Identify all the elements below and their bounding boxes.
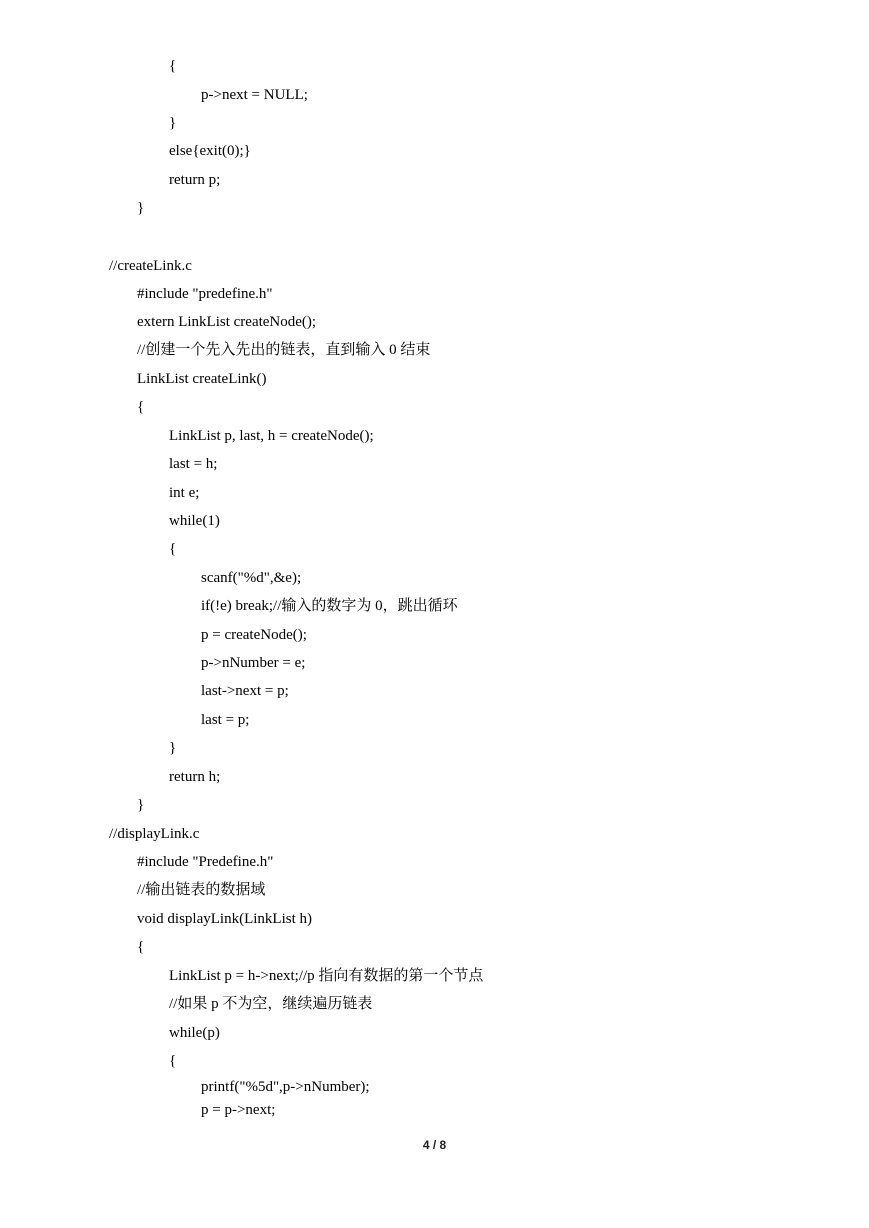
code-line: { (137, 939, 145, 955)
code-line: last = h; (169, 456, 218, 472)
code-line: #include "predefine.h" (137, 286, 273, 302)
code-line: //displayLink.c (109, 826, 200, 842)
code-line: p = createNode(); (201, 627, 307, 643)
code-line: { (169, 58, 177, 74)
code-line: if(!e) break;//输入的数字为 0，跳出循环 (201, 598, 458, 614)
code-line: void displayLink(LinkList h) (137, 911, 312, 927)
code-line: printf("%5d",p->nNumber); (201, 1079, 370, 1095)
code-line: extern LinkList createNode(); (137, 314, 317, 330)
code-line: //createLink.c (109, 258, 192, 274)
code-line: while(1) (169, 513, 220, 529)
code-line: return p; (169, 172, 221, 188)
code-line: p = p->next; (201, 1102, 276, 1118)
code-line: return h; (169, 769, 221, 785)
code-line: } (169, 740, 177, 756)
code-line: { (169, 1053, 177, 1069)
code-line: while(p) (169, 1025, 220, 1041)
code-line: //创建一个先入先出的链表，直到输入 0 结束 (137, 342, 431, 358)
code-line: int e; (169, 485, 200, 501)
code-line: //如果 p 不为空，继续遍历链表 (169, 996, 373, 1012)
code-line: p->next = NULL; (201, 87, 308, 103)
code-line: } (137, 797, 145, 813)
code-line: LinkList p = h->next;//p 指向有数据的第一个节点 (169, 968, 484, 984)
code-line: LinkList createLink() (137, 371, 267, 387)
code-line: last = p; (201, 712, 250, 728)
code-line: } (169, 115, 177, 131)
code-line: //输出链表的数据域 (137, 882, 266, 898)
code-line: last->next = p; (201, 683, 289, 699)
code-line: scanf("%d",&e); (201, 570, 302, 586)
page-number: 4 / 8 (422, 1138, 447, 1152)
code-line: LinkList p, last, h = createNode(); (169, 428, 374, 444)
code-line: } (137, 200, 145, 216)
code-line: p->nNumber = e; (201, 655, 306, 671)
code-line: else{exit(0);} (169, 143, 251, 159)
code-line: { (137, 399, 145, 415)
code-line: { (169, 541, 177, 557)
code-line: #include "Predefine.h" (137, 854, 274, 870)
